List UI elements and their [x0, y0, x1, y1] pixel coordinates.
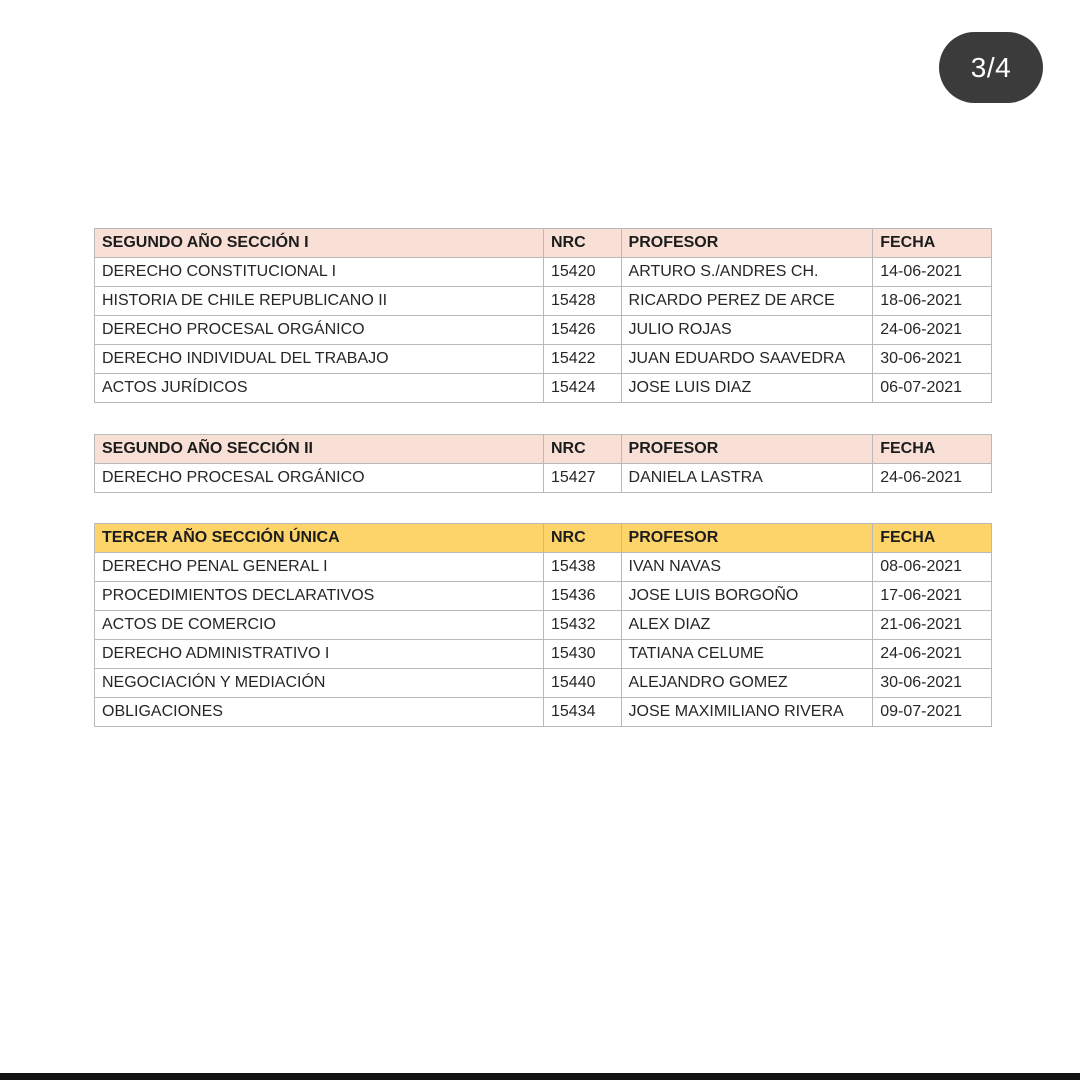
nrc-cell: 15434 — [544, 698, 622, 727]
table-header-row — [95, 524, 992, 553]
course-cell: HISTORIA DE CHILE REPUBLICANO II — [95, 287, 544, 316]
fecha-cell: 14-06-2021 — [873, 258, 992, 287]
table-row — [95, 287, 992, 316]
profesor-cell: DANIELA LASTRA — [621, 464, 873, 493]
fecha-cell: 24-06-2021 — [873, 316, 992, 345]
nrc-header: NRC — [544, 524, 622, 553]
nrc-cell: 15427 — [544, 464, 622, 493]
profesor-header: PROFESOR — [621, 229, 873, 258]
nrc-cell: 15428 — [544, 287, 622, 316]
course-cell: DERECHO PENAL GENERAL I — [95, 553, 544, 582]
table-row — [95, 464, 992, 493]
profesor-header: PROFESOR — [621, 524, 873, 553]
profesor-header: PROFESOR — [621, 435, 873, 464]
profesor-cell: IVAN NAVAS — [621, 553, 873, 582]
course-cell: DERECHO ADMINISTRATIVO I — [95, 640, 544, 669]
section-title: TERCER AÑO SECCIÓN ÚNICA — [95, 524, 544, 553]
table-row — [95, 374, 992, 403]
table-row — [95, 316, 992, 345]
fecha-cell: 06-07-2021 — [873, 374, 992, 403]
table-row — [95, 553, 992, 582]
profesor-cell: JULIO ROJAS — [621, 316, 873, 345]
table-row — [95, 258, 992, 287]
profesor-cell: ARTURO S./ANDRES CH. — [621, 258, 873, 287]
schedule-table-segundo-seccion-2 — [94, 434, 992, 493]
nrc-header: NRC — [544, 229, 622, 258]
course-cell: DERECHO PROCESAL ORGÁNICO — [95, 464, 544, 493]
nrc-cell: 15430 — [544, 640, 622, 669]
fecha-cell: 08-06-2021 — [873, 553, 992, 582]
fecha-header: FECHA — [873, 524, 992, 553]
profesor-cell: TATIANA CELUME — [621, 640, 873, 669]
fecha-cell: 30-06-2021 — [873, 345, 992, 374]
fecha-header: FECHA — [873, 229, 992, 258]
nrc-cell: 15432 — [544, 611, 622, 640]
profesor-cell: JOSE LUIS DIAZ — [621, 374, 873, 403]
table-row — [95, 669, 992, 698]
fecha-cell: 17-06-2021 — [873, 582, 992, 611]
profesor-cell: JOSE MAXIMILIANO RIVERA — [621, 698, 873, 727]
fecha-cell: 30-06-2021 — [873, 669, 992, 698]
profesor-cell: JUAN EDUARDO SAAVEDRA — [621, 345, 873, 374]
nrc-cell: 15422 — [544, 345, 622, 374]
course-cell: OBLIGACIONES — [95, 698, 544, 727]
table-row — [95, 698, 992, 727]
nrc-cell: 15424 — [544, 374, 622, 403]
table-header-row — [95, 229, 992, 258]
bottom-edge-bar — [0, 1073, 1080, 1080]
page-counter-badge: 3/4 — [939, 32, 1043, 103]
profesor-cell: JOSE LUIS BORGOÑO — [621, 582, 873, 611]
nrc-cell: 15440 — [544, 669, 622, 698]
nrc-header: NRC — [544, 435, 622, 464]
table-row — [95, 611, 992, 640]
course-cell: PROCEDIMIENTOS DECLARATIVOS — [95, 582, 544, 611]
fecha-cell: 24-06-2021 — [873, 464, 992, 493]
nrc-cell: 15420 — [544, 258, 622, 287]
profesor-cell: RICARDO PEREZ DE ARCE — [621, 287, 873, 316]
fecha-cell: 09-07-2021 — [873, 698, 992, 727]
section-title: SEGUNDO AÑO SECCIÓN I — [95, 229, 544, 258]
schedule-table-segundo-seccion-1 — [94, 228, 992, 403]
fecha-cell: 21-06-2021 — [873, 611, 992, 640]
course-cell: ACTOS JURÍDICOS — [95, 374, 544, 403]
nrc-cell: 15426 — [544, 316, 622, 345]
profesor-cell: ALEJANDRO GOMEZ — [621, 669, 873, 698]
course-cell: DERECHO INDIVIDUAL DEL TRABAJO — [95, 345, 544, 374]
nrc-cell: 15438 — [544, 553, 622, 582]
table-row — [95, 582, 992, 611]
course-cell: ACTOS DE COMERCIO — [95, 611, 544, 640]
section-title: SEGUNDO AÑO SECCIÓN II — [95, 435, 544, 464]
fecha-cell: 18-06-2021 — [873, 287, 992, 316]
schedule-table-tercer-seccion-unica — [94, 523, 992, 727]
nrc-cell: 15436 — [544, 582, 622, 611]
table-row — [95, 345, 992, 374]
course-cell: NEGOCIACIÓN Y MEDIACIÓN — [95, 669, 544, 698]
course-cell: DERECHO CONSTITUCIONAL I — [95, 258, 544, 287]
course-cell: DERECHO PROCESAL ORGÁNICO — [95, 316, 544, 345]
table-row — [95, 640, 992, 669]
table-header-row — [95, 435, 992, 464]
profesor-cell: ALEX DIAZ — [621, 611, 873, 640]
fecha-cell: 24-06-2021 — [873, 640, 992, 669]
fecha-header: FECHA — [873, 435, 992, 464]
